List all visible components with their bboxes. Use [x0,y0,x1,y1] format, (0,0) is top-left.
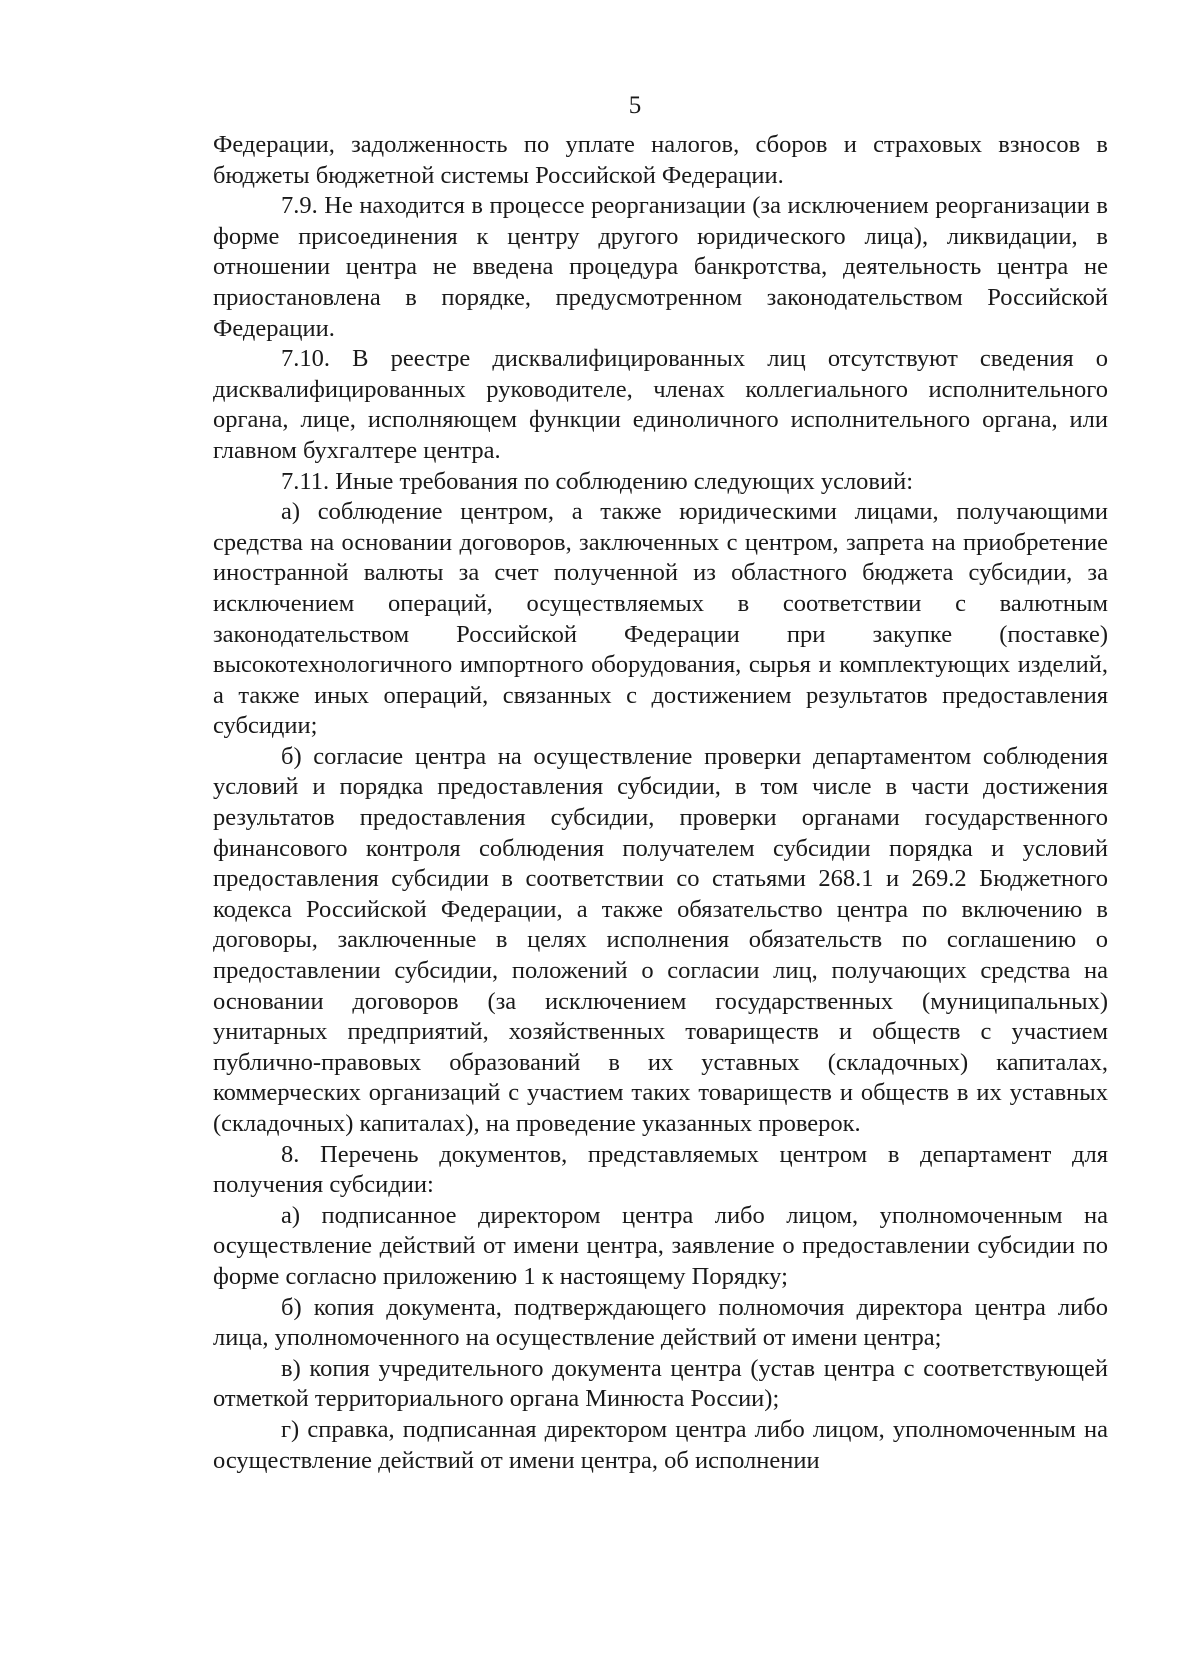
paragraph-7-11: 7.11. Иные требования по соблюдению следующих условий: [281,467,914,495]
document-body [213,130,1108,1476]
paragraph-7-9: 7.9. Не находится в процессе реорганизации (за исключением реорганизации в форме присоединения к центру другого юридического лица), ликвидации, в отношении центра не введена процедура банкротства, деятельность центра не приостановлена в порядке, предусмотренном законодательством Российской Федерации. [213,192,1108,342]
paragraph-continuation: Федерации, задолженность по уплате налогов, сборов и страховых взносов в бюджеты бюджетной системы Российской Федерации. [213,131,1108,189]
page-number: 5 [628,92,642,119]
paragraph-8-a: а) подписанное директором центра либо лицом, уполномоченным на осуществление действий от имени центра, заявление о предоставлении субсидии по форме согласно приложению 1 к настоящему Порядку; [213,1201,1108,1290]
paragraph-8-g: г) справка, подписанная директором центра либо лицом, уполномоченным на осуществление действий от имени центра, об исполнении [213,1415,1108,1474]
paragraph-7-11-a: а) соблюдение центром, а также юридическими лицами, получающими средства на основании договоров, заключенных с центром, запрета на приобретение иностранной валюты за счет полученной из областного бюджета субсидии, за исключением операций, осуществляемых в соответствии с валютным законодательством Российской Федерации при закупке (поставке) высокотехнологичного импортного оборудования, сырья и комплектующих изделий, а также иных операций, связанных с достижением результатов предоставления субсидии; [213,498,1108,740]
paragraph-8-b: б) копия документа, подтверждающего полномочия директора центра либо лица, уполномоченного на осуществление действий от имени центра; [213,1293,1108,1352]
paragraph-8-v: в) копия учредительного документа центра (устав центра с соответствующей отметкой территориального органа Минюста России); [213,1354,1108,1413]
paragraph-8: 8. Перечень документов, представляемых центром в департамент для получения субсидии: [213,1140,1108,1199]
paragraph-7-10: 7.10. В реестре дисквалифицированных лиц отсутствуют сведения о дисквалифицированных руководителе, членах коллегиального исполнительного органа, лице, исполняющем функции единоличного исполнительного органа, или главном бухгалтере центра. [213,345,1108,464]
paragraph-7-11-b: б) согласие центра на осуществление проверки департаментом соблюдения условий и порядка предоставления субсидии, в том числе в части достижения результатов предоставления субсидии, проверки органами государственного финансового контроля соблюдения получателем субсидии порядка и условий предоставления субсидии в соответствии со статьями 268.1 и 269.2 Бюджетного кодекса Российской Федерации, а также обязательство центра по включению в договоры, заключенные в целях исполнения обязательств по соглашению о предоставлении субсидии, положений о согласии лиц, получающих средства на основании договоров (за исключением государственных (муниципальных) унитарных предприятий, хозяйственных товариществ и обществ с участием публично-правовых образований в их уставных (складочных) капиталах, коммерческих организаций с участием таких товариществ и обществ в их уставных (складочных) капиталах), на проведение указанных проверок. [213,742,1108,1137]
